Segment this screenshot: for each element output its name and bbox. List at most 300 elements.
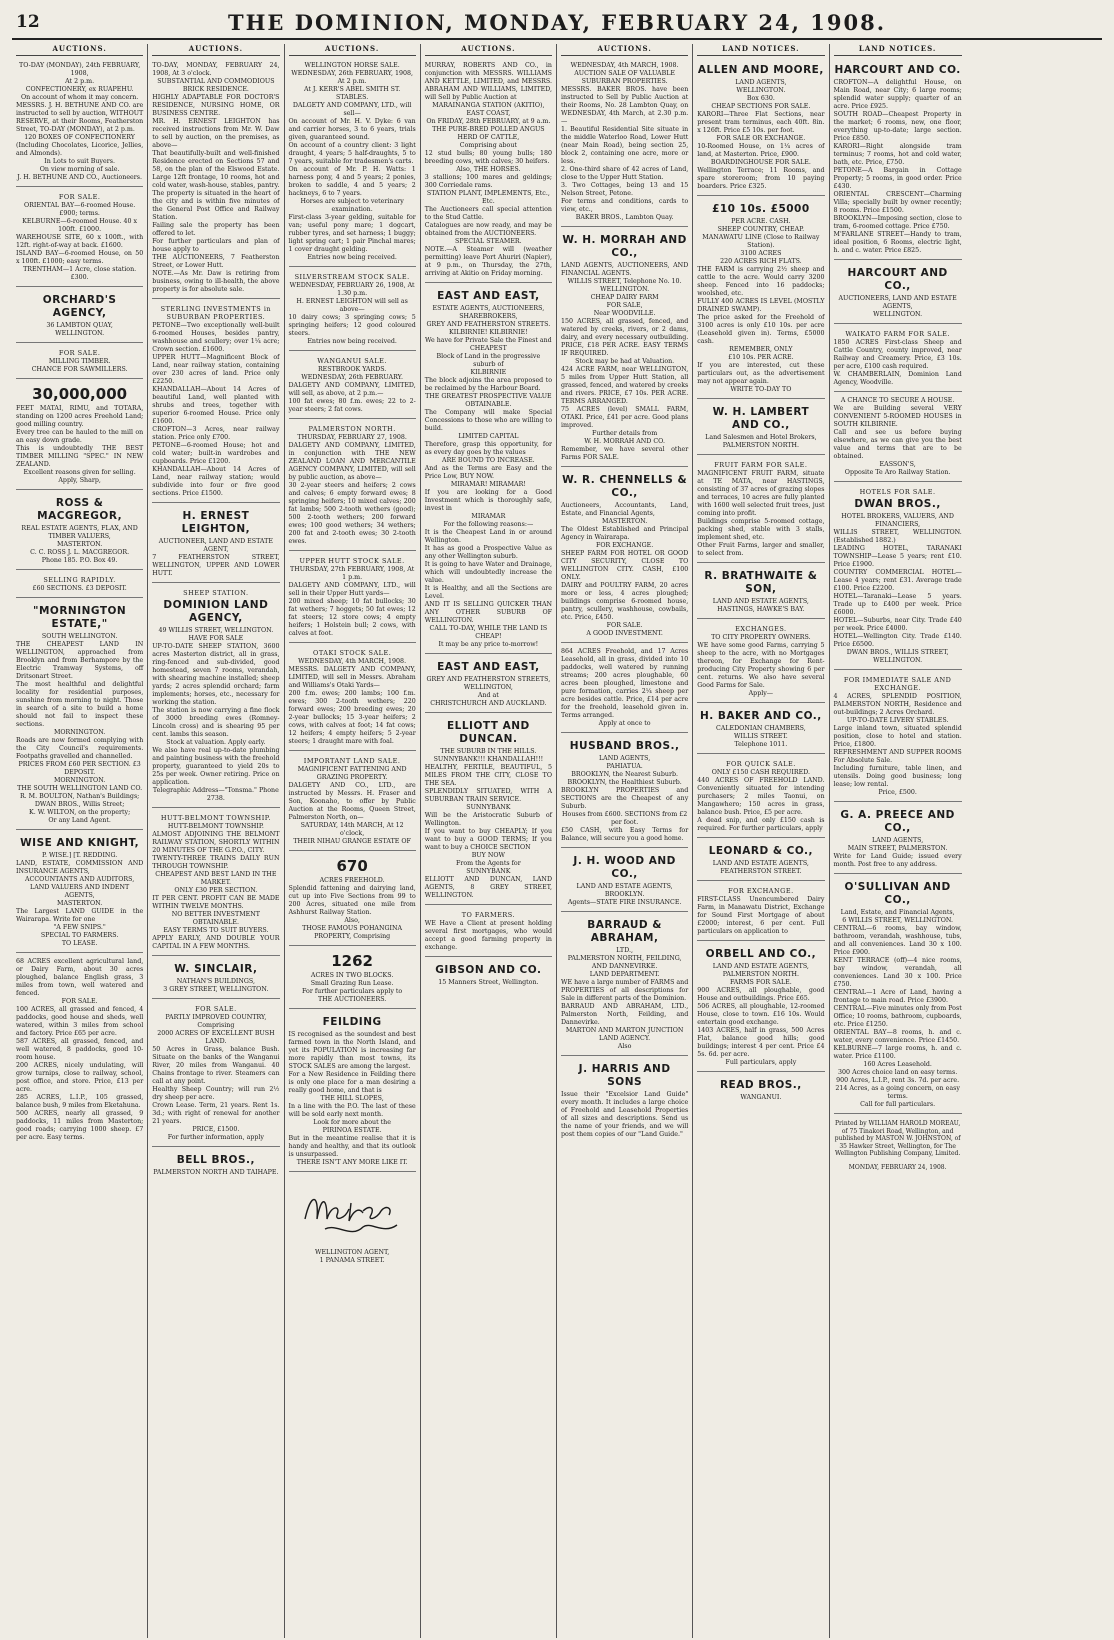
column-heading: AUCTIONS. xyxy=(16,44,143,56)
ad-line: FULLY 400 ACRES IS LEVEL (MOSTLY DRAINED SWAMP). xyxy=(697,298,825,313)
ad-line: 2. One-third share of 42 acres of Land, close to the Upper Hutt Station. xyxy=(561,166,689,181)
ad-body xyxy=(834,295,962,319)
ad-body xyxy=(561,648,688,728)
ad-line: MASTERTON. xyxy=(57,900,103,907)
ad-line: FEET MATAI, RIMU, and TOTARA, standing on 1200 acres Freehold Land; good milling country. xyxy=(16,405,144,428)
ad-line: CHEAP SECTIONS FOR SALE. xyxy=(711,103,811,110)
ad-body xyxy=(697,218,824,394)
ad-line: GREY AND FEATHERSTON STREETS, WELLINGTON, xyxy=(426,676,551,691)
ad-line: 3 stallions; 100 mares and geldings; 300 Corriedale rams. xyxy=(424,174,552,189)
ad-line: HUTT-BELMONT TOWNSHIP. xyxy=(167,823,264,830)
ad-line: Telephone 1011. xyxy=(734,741,788,748)
column-4 xyxy=(421,44,557,1638)
column-heading: AUCTIONS. xyxy=(561,44,688,56)
ad-line: PRICE, £1500. xyxy=(192,1126,240,1133)
ad-line: Block of Land in the progressive suburb of xyxy=(436,353,541,368)
ad-line: WEDNESDAY, 26th FEBRUARY. xyxy=(301,374,403,381)
ad-line: Entries now being received. xyxy=(307,338,397,345)
ad-line: Horses are subject to veterinary examination. xyxy=(300,198,404,213)
ad-line: A CHANCE TO SECURE A HOUSE. xyxy=(840,397,955,404)
ad-line: The station is now carrying a fine flock of 3000 breeding ewes (Romney-Lincoln cross) and is shearing 95 per cent. lambs this season. xyxy=(152,707,280,738)
ad-line: Or any Land Agent. xyxy=(48,817,111,824)
ad-line: ONLY £30 PER SECTION. xyxy=(174,887,258,894)
ad-line: THE AUCTIONEERS, 7 Featherston Street, or Lower Hutt. xyxy=(152,254,280,269)
ad-body xyxy=(697,860,824,876)
ad-line: TWENTY-THREE TRAINS DAILY RUN THROUGH TOWNSHIP. xyxy=(152,855,280,870)
ad-line: The property is situated in the heart of the city and is within five minutes of the General Post Office and Railway Station. xyxy=(152,190,280,221)
ad-heading: TO FARMERS. xyxy=(461,911,516,919)
ad-heading: UPPER HUTT STOCK SALE. xyxy=(299,557,405,565)
advertisement xyxy=(697,565,824,619)
ad-body xyxy=(425,748,552,900)
ad-line: HOTEL—Suburbs, near City. Trade £40 per week. Price £4000. xyxy=(833,617,962,632)
ad-line: THE HILL SLOPES, xyxy=(320,1095,384,1102)
ad-line: Box 630. xyxy=(746,95,775,102)
ad-line: Houses from £600. SECTIONS from £2 per foot. xyxy=(562,811,688,826)
handwritten-signature xyxy=(297,1185,407,1245)
ad-line: PALMERSTON NORTH. xyxy=(722,971,800,978)
ad-body xyxy=(561,883,688,907)
ad-line: CENTRAL—1 Acre of Land, having a frontage to main road. Price £3900. xyxy=(833,989,962,1004)
ad-heading: PALMERSTON NORTH. xyxy=(308,425,396,433)
signature-caption xyxy=(289,1249,416,1265)
ad-line: HAVE FOR SALE xyxy=(188,635,244,642)
ad-line: ACRES IN TWO BLOCKS. xyxy=(310,972,394,979)
advertisement xyxy=(289,269,416,351)
ad-line: PIRINOA ESTATE. xyxy=(322,1127,382,1134)
ad-line: PER ACRE. CASH. xyxy=(731,218,791,225)
ad-line: FARMS FOR SALE. xyxy=(729,979,792,986)
ad-body xyxy=(16,852,143,948)
ad-line: COUNTRY COMMERCIAL HOTEL—Lease 4 years; rent £31. Average trade £100. Price £2200. xyxy=(833,569,962,592)
ad-line: CHEAPEST AND BEST LAND IN THE MARKET. xyxy=(155,871,277,886)
ad-line: Other Fruit Farms, larger and smaller, to select from. xyxy=(697,542,825,557)
ad-line: WILLIS STREET. xyxy=(733,733,788,740)
ad-line: WEDNESDAY, 4th MARCH, 1908. xyxy=(570,62,679,69)
ad-title: HARCOURT AND CO. xyxy=(834,64,961,76)
ad-line: DALGETY AND COMPANY, LTD., will sell in their Upper Hutt yards— xyxy=(288,582,416,597)
ad-line: THURSDAY, 27th FEBRUARY, 1908, At 1 p.m. xyxy=(290,566,415,581)
ad-line: "A FEW SNIPS." xyxy=(53,924,106,931)
advertisement xyxy=(697,621,824,703)
ad-line: Call for full particulars. xyxy=(860,1101,936,1108)
ad-line: SPECIAL TO FARMERS. xyxy=(40,932,119,939)
ad-body xyxy=(289,766,416,846)
ad-line: Telegraphic Address—"Tonsma." Phone 2738. xyxy=(152,787,279,802)
ad-line: DAIRY and POULTRY FARM, 20 acres more or less, 4 acres ploughed; buildings comprise 6-roomed house, pantry, scullery, washhouse, cowbails, etc. Price, £450. xyxy=(561,582,689,621)
ad-line: 500 ACRES, nearly all grassed, 9 paddocks, 11 miles from Masterton; good roads; carrying 1000 sheep. £7 per acre. Easy terms. xyxy=(16,1110,144,1141)
ad-heading: FOR SALE. xyxy=(195,1005,237,1013)
ad-line: BROOKLYN, the Healthiest Suburb. xyxy=(567,779,682,786)
ad-title: W. H. LAMBERT AND CO., xyxy=(712,406,810,431)
ad-line: Comprising xyxy=(197,1022,235,1029)
ad-line: We also have real up-to-date plumbing and painting business with the freehold property, guaranteed to yield 20s to 25s per week. Owner retiring. Price on application. xyxy=(152,747,280,786)
ad-line: EASY TERMS TO SUIT BUYERS. xyxy=(163,927,269,934)
ad-line: 100 fat ewes; 80 f.m. ewes; 22 to 2-year steers; 2 fat cows. xyxy=(288,398,416,413)
ad-line: 214 Acres, as a going concern, on easy terms. xyxy=(835,1085,960,1100)
ad-title: ROSS & MACGREGOR, xyxy=(37,497,123,522)
advertisement xyxy=(561,469,688,643)
ad-line: On view morning of sale. xyxy=(39,166,120,173)
advertisement xyxy=(561,1058,688,1143)
ad-body xyxy=(16,322,143,338)
advertisement xyxy=(561,914,688,1056)
ad-title: J. HARRIS AND SONS xyxy=(578,1063,671,1088)
ad-title: WISE AND KNIGHT, xyxy=(20,837,140,849)
ad-line: TO-DAY (MONDAY), 24th FEBRUARY, 1908, xyxy=(19,62,141,77)
ad-line: 50 Acres in Grass, balance Bush. Situate on the banks of the Wanganui River, 20 miles from Wanganui. 40 Chains frontage to river. Steamers can call at any point. xyxy=(152,1046,280,1085)
ad-line: BROOKLYN, the Nearest Suburb. xyxy=(571,771,678,778)
ad-title: EAST AND EAST, xyxy=(437,661,540,673)
advertisement xyxy=(16,289,143,343)
ad-line: 2000 ACRES OF EXCELLENT BUSH LAND. xyxy=(157,1030,275,1045)
ad-body xyxy=(561,755,688,843)
ad-line: SOUTH WELLINGTON. xyxy=(41,633,118,640)
ad-line: UPPER HUTT—Magnificent Block of Land, near railway station, containing over 230 acres of land. Price only £2250. xyxy=(152,354,280,385)
ad-line: Comprising about xyxy=(459,142,517,149)
newspaper-title: THE DOMINION, MONDAY, FEBRUARY 24, 1908. xyxy=(227,10,887,35)
advertisement xyxy=(16,955,143,1146)
ad-body xyxy=(561,947,688,1051)
ad-title: HUSBAND BROS., xyxy=(569,740,680,752)
ad-body xyxy=(834,909,962,1109)
ad-title: EAST AND EAST, xyxy=(437,290,540,302)
ad-line: REMEMBER, ONLY xyxy=(729,346,793,353)
ad-title: LEONARD & CO., xyxy=(708,845,814,857)
ad-line: LEADING HOTEL, TARANAKI TOWNSHIP—Lease 5 years; rent £10. Price £1900. xyxy=(833,545,962,568)
ad-line: HIGHLY ADAPTABLE FOR DOCTOR'S RESIDENCE, NURSING HOME, OR BUSINESS CENTRE. xyxy=(152,94,280,117)
ad-line: CALEDONIAN CHAMBERS, xyxy=(715,725,806,732)
ad-line: DALGETY AND COMPANY, LTD., will sell— xyxy=(292,102,412,117)
ad-line: Stock at valuation. Apply early. xyxy=(166,739,266,746)
advertisement xyxy=(289,59,416,267)
ad-line: If you are interested, cut these particulars out, as the advertisement may not appear again. xyxy=(697,362,825,385)
ad-line: Apply, Sharp, xyxy=(58,477,101,484)
ad-line: FOR SALE. xyxy=(61,998,98,1005)
ad-title: GIBSON AND CO. xyxy=(435,964,542,976)
ad-line: Further details from xyxy=(592,430,658,437)
ad-title: O'SULLIVAN AND CO., xyxy=(844,881,951,906)
ad-title: W. H. MORRAH AND CO., xyxy=(562,234,687,259)
ad-line: MANAWATU LINE (Close to Railway Station). xyxy=(702,234,820,249)
ad-body xyxy=(16,525,143,565)
ad-line: LAND DEPARTMENT. xyxy=(589,971,660,978)
ad-line: For a New Residence in Feilding there is only one place for a man desiring a really good home, and that is xyxy=(288,1071,416,1094)
ad-body xyxy=(834,513,962,665)
advertisement xyxy=(425,59,552,283)
ad-line: MESSRS. J. H. BETHUNE AND CO. are instructed to sell by auction, WITHOUT RESERVE, at their Rooms, Featherston Street, TO-DAY (MONDAY), at 2 p.m. xyxy=(16,102,144,133)
ad-line: MASTERTON. xyxy=(57,541,103,548)
ad-line: MORNINGTON. xyxy=(53,777,106,784)
column-2 xyxy=(148,44,284,1638)
advertisement xyxy=(16,492,143,570)
ad-line: KARORI—Right alongside tram terminus; 7 rooms, hot and cold water, bath, etc. Price, £750. xyxy=(833,143,962,166)
ad-line: PALMERSTON NORTH, FEILDING, AND DANNEVIRKE. xyxy=(567,955,682,970)
ad-line: BAKER BROS., Lambton Quay. xyxy=(575,214,674,221)
ad-heading: IMPORTANT LAND SALE. xyxy=(303,757,401,765)
ad-line: It is the Cheapest Land in or around Wellington. xyxy=(424,529,552,544)
ad-line: In a line with the P.O. The last of these will be sold early next month. xyxy=(288,1103,416,1118)
ad-line: 3. Two Cottages, being 13 and 15 Nelson Street, Petone. xyxy=(561,182,689,197)
ad-title: BELL BROS., xyxy=(176,1154,256,1166)
ad-line: KHANDALLAH—About 14 Acres of beautiful Land, well planted with shrubs and trees, together with superior 6-roomed House. Price only £1600. xyxy=(152,386,280,425)
ad-line: LAND, ESTATE, COMMISSION AND INSURANCE AGENTS, xyxy=(16,860,144,875)
ad-line: LAND AGENTS, xyxy=(735,79,787,86)
ad-body xyxy=(152,1014,279,1142)
ad-line: 220 ACRES RICH FLATS. xyxy=(720,258,802,265)
ad-line: 1. Beautiful Residential Site situate in the middle Waterloo Road, Lower Hutt (near Main Road), being section 25, block 2, containing one acre, more or less. xyxy=(561,126,689,165)
ad-line: FEATHERSTON STREET. xyxy=(720,868,802,875)
ad-line: SOUTH ROAD—Cheapest Property in the market; 6 rooms, new, one floor, everything up-to-date; large section. Price £850. xyxy=(833,111,962,142)
ad-line: THE GREATEST PROSPECTIVE VALUE OBTAINABLE. xyxy=(425,393,552,408)
ad-line: Including furniture, table linen, and utensils. Doing good business; long lease; low rental. xyxy=(833,765,962,788)
ad-line: DWAN BROS., WILLIS STREET, WELLINGTON. xyxy=(846,649,949,664)
ad-line: BARRAUD AND ABRAHAM, LTD., Palmerston North, Feilding, and Dannevirke. xyxy=(561,1003,689,1026)
advertisement xyxy=(834,672,962,802)
ad-line: NOTE.—A Steamer will (weather permitting) leave Port Ahuriri (Napier), at 9 p.m., on Thursday, the 27th, arriving at Akitio on Friday morning. xyxy=(424,246,552,277)
ad-body xyxy=(289,972,416,1004)
ad-line: MORNINGTON. xyxy=(53,729,106,736)
ad-line: THE CHEAPEST LAND IN WELLINGTON, approached from Brooklyn and from Berhampore by the Electric Tramway Systems, off Dritsonart Street. xyxy=(16,641,144,680)
ad-title: G. A. PREECE AND CO., xyxy=(840,809,955,834)
advertisement xyxy=(16,345,143,379)
advertisement xyxy=(16,381,143,490)
ad-line: 587 ACRES, all grassed, fenced, and well watered, 8 paddocks, good 10-room house. xyxy=(16,1038,144,1061)
ad-line: Will be the Aristocratic Suburb of Wellington. xyxy=(424,812,552,827)
ad-line: MESSRS. DALGETY AND COMPANY, LIMITED, will sell in Messrs. Abraham and Williams's Otaki Yards— xyxy=(288,666,416,689)
advertisement xyxy=(834,394,962,482)
ad-line: MARAINANGA STATION (AKITIO), EAST COAST, xyxy=(432,102,545,117)
advertisement xyxy=(561,59,688,227)
ad-title: READ BROS., xyxy=(719,1079,802,1091)
ad-line: It has as good a Prospective Value as any other Wellington suburb. xyxy=(424,545,552,560)
ad-line: 160 Acres Leasehold. xyxy=(863,1061,932,1068)
ad-line: WILLIS STREET, Telephone No. 10. WELLINGTON. xyxy=(567,278,682,293)
ad-line: Catalogues are now ready, and may be obtained from the AUCTIONEERS. xyxy=(424,222,552,237)
ad-body xyxy=(289,434,416,546)
ad-line: Issue their "Excelsior Land Guide" every month. It includes a large choice of Freehold and Leasehold Properties of all sizes and descriptions. Send us the name of your friends, and we will post them copies of our "Land Guide." xyxy=(561,1091,689,1138)
ad-line: DALGETY AND CO., LTD., are instructed by Messrs. H. Fraser and Son, Koonaho, to offer by Public Auction at the Rooms, Queen Street, Palmerston North, on— xyxy=(288,782,416,821)
ad-line: CROFTON—A delightful House, on Main Road, near City; 6 large rooms; splendid water supply; quarter of an acre. Price £925. xyxy=(833,79,962,110)
ad-line: MURRAY, ROBERTS AND CO., in conjunction with MESSRS. WILLIAMS AND KETTLE, LIMITED, and MESSRS. ABRAHAM AND WILLIAMS, LIMITED, will Sell by Public Auction at xyxy=(424,62,552,101)
ad-line: For further information, apply xyxy=(167,1134,264,1141)
ad-body xyxy=(697,598,824,614)
ad-line: HOTEL BROKERS, VALUERS, AND FINANCIERS, xyxy=(841,513,954,528)
ad-line: BUY NOW xyxy=(471,852,505,859)
ad-title: FEILDING xyxy=(322,1016,382,1028)
ad-line: Therefore, grasp this opportunity, for as every day goes by the values xyxy=(424,441,552,456)
ad-line: THOSE FAMOUS POHANGINA PROPERTY, Comprising xyxy=(302,925,403,940)
ad-line: 200 ACRES, nicely undulating, will grow turnips, close to railway, school, post office, and store. Price, £13 per acre. xyxy=(16,1062,144,1093)
ad-line: Every tree can be hauled to the mill on an easy down grade. xyxy=(16,429,144,444)
advertisement xyxy=(697,705,824,754)
ad-body xyxy=(152,1169,279,1177)
ad-body xyxy=(289,877,416,941)
ad-body xyxy=(289,658,416,746)
ad-body xyxy=(697,1094,824,1102)
ad-line: On account of Mr. H. V. Dyke: 6 van and carrier horses, 3 to 6 years, trials given, guaranteed sound. xyxy=(288,118,416,141)
ad-line: MIRAMAR xyxy=(471,513,506,520)
ad-line: 864 ACRES Freehold, and 17 Acres Leasehold, all in grass, divided into 10 paddocks, well watered by running streams; 200 acres ploughable, 60 acres been ploughed, limestone and pure formation, carries 2¼ sheep per acre besides cattle. Price, £14 per acre for the freehold, leasehold given in. Terms arranged. xyxy=(561,648,689,719)
ad-line: A GOOD INVESTMENT. xyxy=(586,630,663,637)
ad-line: It is Healthy, and all the Sections are Level. xyxy=(424,585,552,600)
ad-line: TRENTHAM—1 Acre, close station. £300. xyxy=(23,266,137,281)
ad-line: 120 BOXES OF CONFECTIONERY xyxy=(24,134,135,141)
ad-line: FOR SALE, xyxy=(606,302,643,309)
ad-line: Agents—STATE FIRE INSURANCE. xyxy=(567,899,682,906)
feilding-advertisement xyxy=(289,1011,416,1172)
ad-line: That beautifully-built and well-finished Residence erected on Sections 57 and 58, on the plan of the Elswood Estate. Large 12ft frontage, 10 rooms, hot and cold water, wash-house, stables, pantry. xyxy=(152,150,280,189)
ad-line: Price, £500. xyxy=(878,789,917,796)
ad-heading: HOTELS FOR SALE. xyxy=(859,488,936,496)
ad-body xyxy=(561,62,688,222)
ad-line: KHANDALLAH—About 14 Acres of Land, near railway station; would subdivide into four or five good sections. Price £1500. xyxy=(152,466,280,497)
ad-heading: SILVERSTREAM STOCK SALE. xyxy=(294,273,410,281)
ad-body xyxy=(425,305,552,649)
ad-line: FIRST-CLASS Unencumbered Dairy Farm, in Manawatu District, Exchange for Sound First Mortgage of about £2000; interest, 6 per cent. Full particulars on application to xyxy=(697,896,825,935)
ad-line: Opposite Te Aro Railway Station. xyxy=(844,469,951,476)
imprint-line: Printed by WILLIAM HAROLD MOREAU, of 75 Tinakori Road, Wellington, and published by MASTON W. JOHNSTON, of 35 Hawker Street, Wellington, for The Wellington Publishing Company, Limited. xyxy=(834,1120,961,1157)
ad-line: 49 WILLIS STREET, WELLINGTON. xyxy=(158,627,274,634)
ad-line: SATURDAY, 14th MARCH, At 12 o'clock, xyxy=(300,822,404,837)
advertisement xyxy=(561,229,688,467)
ad-line: FOR EXCHANGE. xyxy=(596,542,654,549)
ad-body xyxy=(561,262,688,462)
ad-line: THE AUCTIONEERS. xyxy=(317,996,387,1003)
ad-body xyxy=(697,769,824,833)
ad-title: W. R. CHENNELLS & CO., xyxy=(562,474,688,499)
ad-line: For terms and conditions, cards to view, etc., xyxy=(561,198,689,213)
ad-line: ELLIOTT AND DUNCAN, LAND AGENTS, 8 GREY STREET, WELLINGTON. xyxy=(424,876,552,899)
ad-line: 900 ACRES, all ploughable, good House and outbuildings. Price £65. xyxy=(697,987,825,1002)
ad-line: LAND AND ESTATE AGENTS, xyxy=(712,598,809,605)
ad-line: Also xyxy=(617,1043,632,1050)
caption-line: WELLINGTON AGENT, xyxy=(314,1249,390,1256)
ad-line: For further particulars and plan of house apply to xyxy=(152,238,280,253)
ad-body xyxy=(834,693,962,797)
ad-body xyxy=(16,405,143,485)
ad-line: MILLING TIMBER. xyxy=(48,358,111,365)
ad-line: 75 ACRES (level) SMALL FARM, OTAKI. Price, £41 per acre. Good plans improved. xyxy=(561,406,689,429)
ad-line: 68 ACRES excellent agricultural land, or Dairy Farm, about 30 acres ploughed, balance English grass, 3 miles from town, well watered and fenced. xyxy=(16,958,144,997)
ad-line: ESTATE AGENTS, AUCTIONEERS, SHAREBROKERS, xyxy=(432,305,545,320)
page-number: 12 xyxy=(16,12,40,32)
ad-line: SHEEP COUNTRY, CHEAP. xyxy=(717,226,805,233)
ad-line: At 2 p.m. xyxy=(65,78,95,85)
ad-line: ALMOST ADJOINING THE BELMONT RAILWAY STATION, SHORTLY WITHIN 20 MINUTES OF THE G.P.O., CITY. xyxy=(152,831,280,854)
ad-line: Near WOODVILLE. xyxy=(593,310,656,317)
ad-line: 300 Acres choice land on easy terms. xyxy=(838,1069,958,1076)
ad-line: ONLY £150 CASH REQUIRED. xyxy=(711,769,810,776)
ad-line: For further particulars apply to xyxy=(302,988,403,995)
ad-line: DALGETY AND COMPANY, LIMITED, in conjunction with THE NEW ZEALAND LOAN AND MERCANTILE AGENCY COMPANY, LIMITED, will sell by public auction, as above— xyxy=(288,442,416,481)
ad-line: The Auctioneers call special attention to the Stud Cattle. xyxy=(424,206,552,221)
ad-line: On FRIDAY, 28th FEBRUARY, at 9 a.m. xyxy=(426,118,551,125)
ad-title: 30,000,000 xyxy=(32,385,128,403)
ad-body xyxy=(561,502,688,638)
ad-line: 506 ACRES, all ploughable, 12-roomed House, close to town. £16 10s. Would entertain good exchange. xyxy=(697,1003,825,1026)
ad-line: MASTERTON. xyxy=(602,518,648,525)
advertisement xyxy=(834,59,962,260)
ad-line: KELBURNE—6-roomed House. 40 x 100ft. £1000. xyxy=(22,218,138,233)
ad-body xyxy=(697,634,824,698)
ad-line: 3 GREY STREET, WELLINGTON. xyxy=(163,986,269,993)
signature-block xyxy=(289,1174,416,1269)
ad-line: Write for Land Guide; issued every month. Post free to any address. xyxy=(833,853,962,868)
advertisement xyxy=(289,645,416,751)
ad-line: MAGNIFICENT FATTENING AND GRAZING PROPERTY. xyxy=(297,766,407,781)
ad-line: SPECIAL STEAMER. xyxy=(455,238,522,245)
ad-line: £50 CASH, with Easy Terms for Balance, will secure you a good home. xyxy=(561,827,689,842)
ad-body xyxy=(152,823,279,951)
ad-line: Roads are now formed complying with the City Council's requirements. Footpaths gravelled and channelled. xyxy=(16,737,144,760)
advertisement xyxy=(289,353,416,419)
advertisement xyxy=(289,853,416,946)
advertisement xyxy=(152,810,279,956)
ad-body xyxy=(289,366,416,414)
ad-line: KELBURNE—7 large rooms, h. and c. water. Price £1100. xyxy=(833,1045,962,1060)
advertisement xyxy=(697,943,824,1072)
ad-title: ELLIOTT AND DUNCAN. xyxy=(447,720,530,745)
ad-body xyxy=(16,202,143,282)
ad-body xyxy=(152,538,279,578)
ad-line: Phone 185. P.O. Box 49. xyxy=(41,557,118,564)
ad-body xyxy=(16,358,143,374)
ad-line: KARORI—Three Flat Sections, near present tram terminus, each 40ft. 8in. x 126ft. Price £5 10s. per foot. xyxy=(697,111,825,134)
ad-line: TO LEASE. xyxy=(61,940,98,947)
ad-body xyxy=(561,1091,688,1139)
ad-line: BROOKLYN—Imposing section, close to tram, 6-roomed cottage. Price £750. xyxy=(833,215,962,230)
ad-line: £60 SECTIONS. £3 DEPOSIT. xyxy=(32,585,127,592)
advertisement xyxy=(152,1149,279,1181)
ad-line: PRICES FROM £60 PER SECTION. £3 DEPOSIT. xyxy=(18,761,141,776)
ad-line: THERE ISN'T ANY MORE LIKE IT. xyxy=(296,1159,408,1166)
ad-line: UP-TO-DATE SHEEP STATION, 3600 acres Masterton district, all in grass, ring-fenced and sub-divided, good homestead, seven 7 rooms, verandah, with shearing machine installed; sheep yards; 2 acres splendid orchard; farm implements; horses, etc., necessary for working the station. xyxy=(152,643,280,706)
ad-body xyxy=(16,62,143,182)
ad-line: Stock may be had at Valuation. xyxy=(575,358,675,365)
ad-line: From the Agents for xyxy=(456,860,521,867)
ad-line: SUNNYBANK xyxy=(466,868,511,875)
ad-line: 900 Acres, L.I.P., rent 3s. 7d. per acre. xyxy=(836,1077,960,1084)
ad-line: P. WISE.] [T. REDDING. xyxy=(41,852,118,859)
ad-line: 12 stud bulls; 80 young bulls; 180 breeding cows, with calves; 30 heifers. xyxy=(424,150,552,165)
ad-line: Apply— xyxy=(748,690,774,697)
advertisement xyxy=(834,484,962,670)
ad-line: KENT TERRACE (off)—4 nice rooms, bay window, verandah, all conveniences. Land 30 x 100. Price £750. xyxy=(833,957,962,988)
ad-line: WILLIS STREET, WELLINGTON. (Established 1882.) xyxy=(833,529,962,544)
advertisement xyxy=(289,553,416,643)
ad-line: CENTRAL—Five minutes only from Post Office; 10 rooms, bathroom, cupboards, etc. Price £1250. xyxy=(833,1005,962,1028)
ad-body xyxy=(152,627,279,803)
advertisement xyxy=(697,401,824,455)
advertisement xyxy=(697,198,824,399)
ad-line: H. ERNEST LEIGHTON will sell as above— xyxy=(296,298,408,313)
ad-body xyxy=(834,79,962,255)
ad-line: THE FARM is carrying 2½ sheep and cattle to the acre. Would carry 3200 sheep. Fenced into 16 paddocks; woolshed, etc. xyxy=(697,266,825,297)
ad-line: LAND AND ESTATE AGENTS, BROOKLYN. xyxy=(576,883,673,898)
ad-body xyxy=(697,434,824,450)
ad-line: CHANCE FOR SAWMILLERS. xyxy=(31,366,128,373)
ad-title: 670 xyxy=(336,857,368,875)
advertisement xyxy=(425,285,552,654)
ad-heading: SHEEP STATION. xyxy=(183,589,249,597)
ad-body xyxy=(16,585,143,593)
ad-title: H. BAKER AND CO., xyxy=(699,710,822,722)
ad-heading: FOR IMMEDIATE SALE AND EXCHANGE. xyxy=(843,676,952,692)
ad-body xyxy=(834,837,962,869)
ad-line: We are Building several VERY CONVENIENT 5-ROOMED HOUSES in SOUTH KILBIRNIE. xyxy=(833,405,962,428)
advertisement xyxy=(425,907,552,957)
